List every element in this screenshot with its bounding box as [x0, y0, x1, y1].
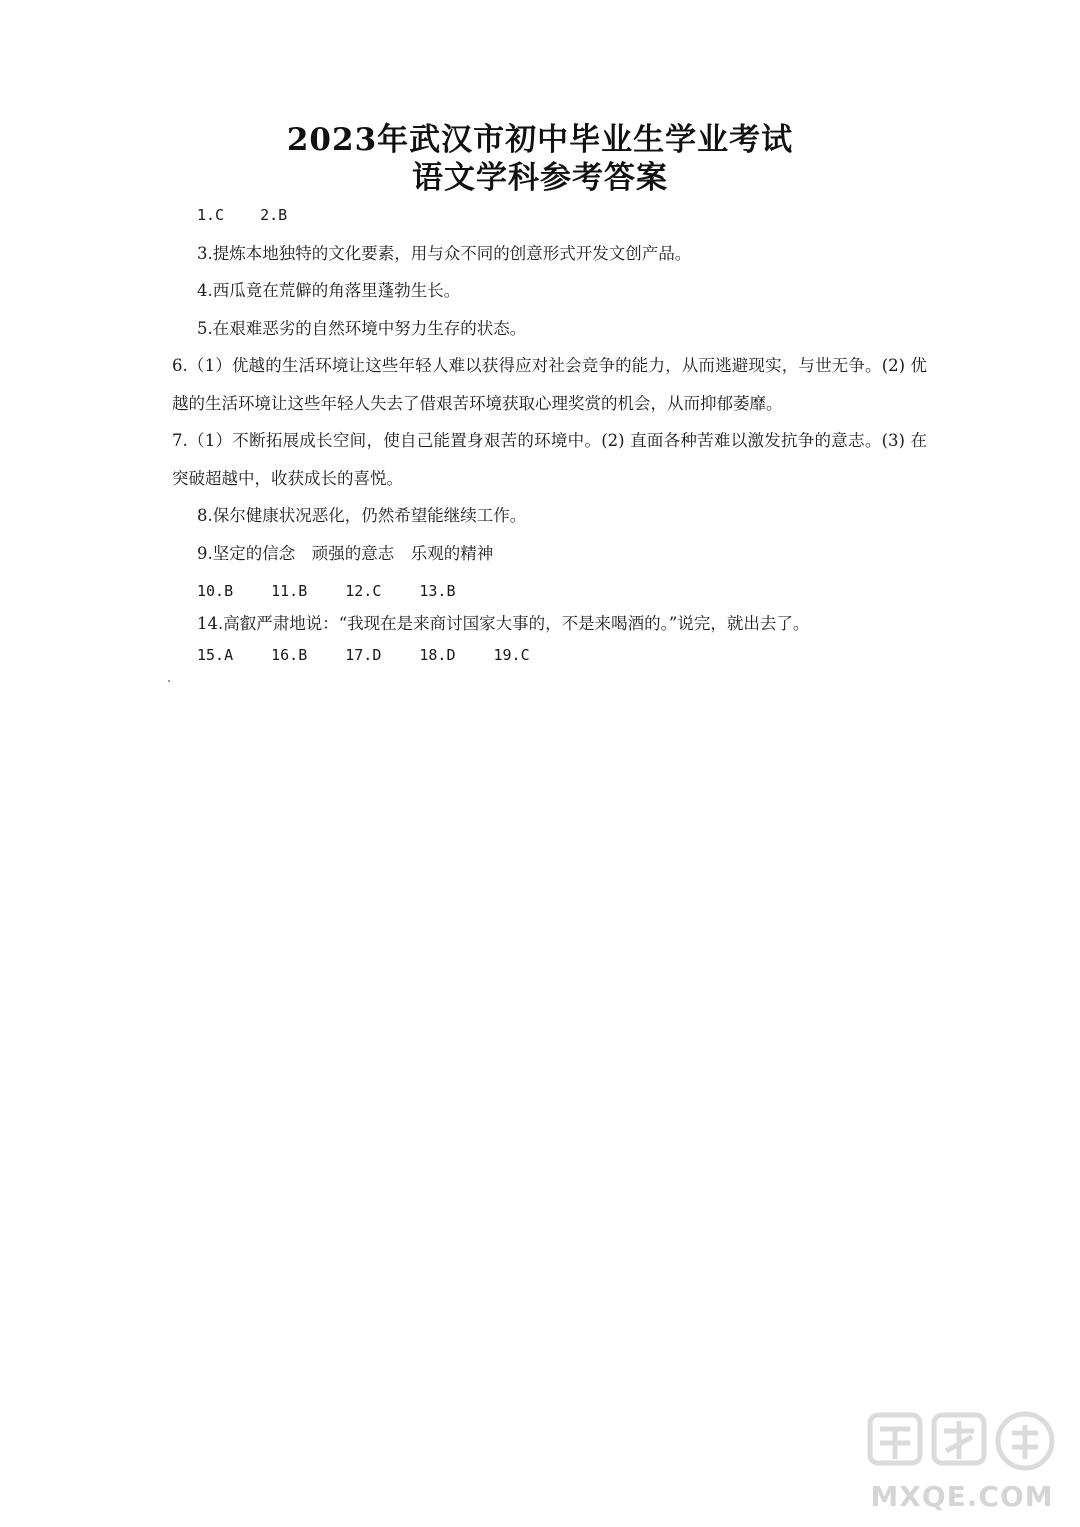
answer-18: 18.D [419, 646, 456, 664]
answer-3: 3.提炼本地独特的文化要素，用与众不同的创意形式开发文创产品。 [197, 243, 692, 263]
watermark [862, 1403, 1062, 1513]
answer-2: 2.B [260, 206, 288, 224]
answer-8: 8.保尔健康状况恶化，仍然希望能继续工作。 [197, 506, 527, 525]
document-subtitle: 语文学科参考答案 [412, 160, 668, 196]
answer-16: 16.B [271, 646, 308, 664]
answer-6: 6.（1）优越的生活环境让这些年轻人难以获得应对社会竞争的能力，从而逃避现实，与世无争。(2) 优越的生活环境让这些年轻人失去了借艰苦环境获取心理奖赏的机会，从而抑郁萎靡。 [172, 356, 927, 413]
answer-9: 9.坚定的信念 顽强的意志 乐观的精神 [197, 543, 494, 563]
answer-14: 14.高叡严肃地说：“我现在是来商讨国家大事的，不是来喝酒的。”说完，就出去了。 [197, 613, 810, 633]
answer-17: 17.D [345, 646, 382, 664]
answer-5: 5.在艰难恶劣的自然环境中努力生存的状态。 [197, 318, 527, 338]
answer-12: 12.C [345, 582, 382, 600]
watermark-text: MXQE.COM [870, 1480, 1054, 1513]
answer-13: 13.B [419, 582, 456, 600]
scan-dot [168, 680, 170, 682]
answer-1: 1.C [197, 206, 225, 224]
answer-row-15-19 [197, 636, 927, 675]
answer-10: 10.B [197, 582, 234, 600]
document-title: 2023年武汉市初中毕业生学业考试 [286, 122, 794, 158]
answer-19: 19.C [493, 646, 530, 664]
answer-4: 4.西瓜竟在荒僻的角落里蓬勃生长。 [197, 281, 461, 300]
answer-list [172, 196, 927, 675]
answer-15: 15.A [197, 646, 234, 664]
answer-row-1-2 [197, 196, 927, 235]
answer-7: 7.（1）不断拓展成长空间，使自己能置身艰苦的环境中。(2) 直面各种苦难以激发抗争的意志。(3) 在突破超越中，收获成长的喜悦。 [172, 431, 927, 488]
answer-11: 11.B [271, 582, 308, 600]
answer-logo-icon [862, 1403, 1062, 1478]
